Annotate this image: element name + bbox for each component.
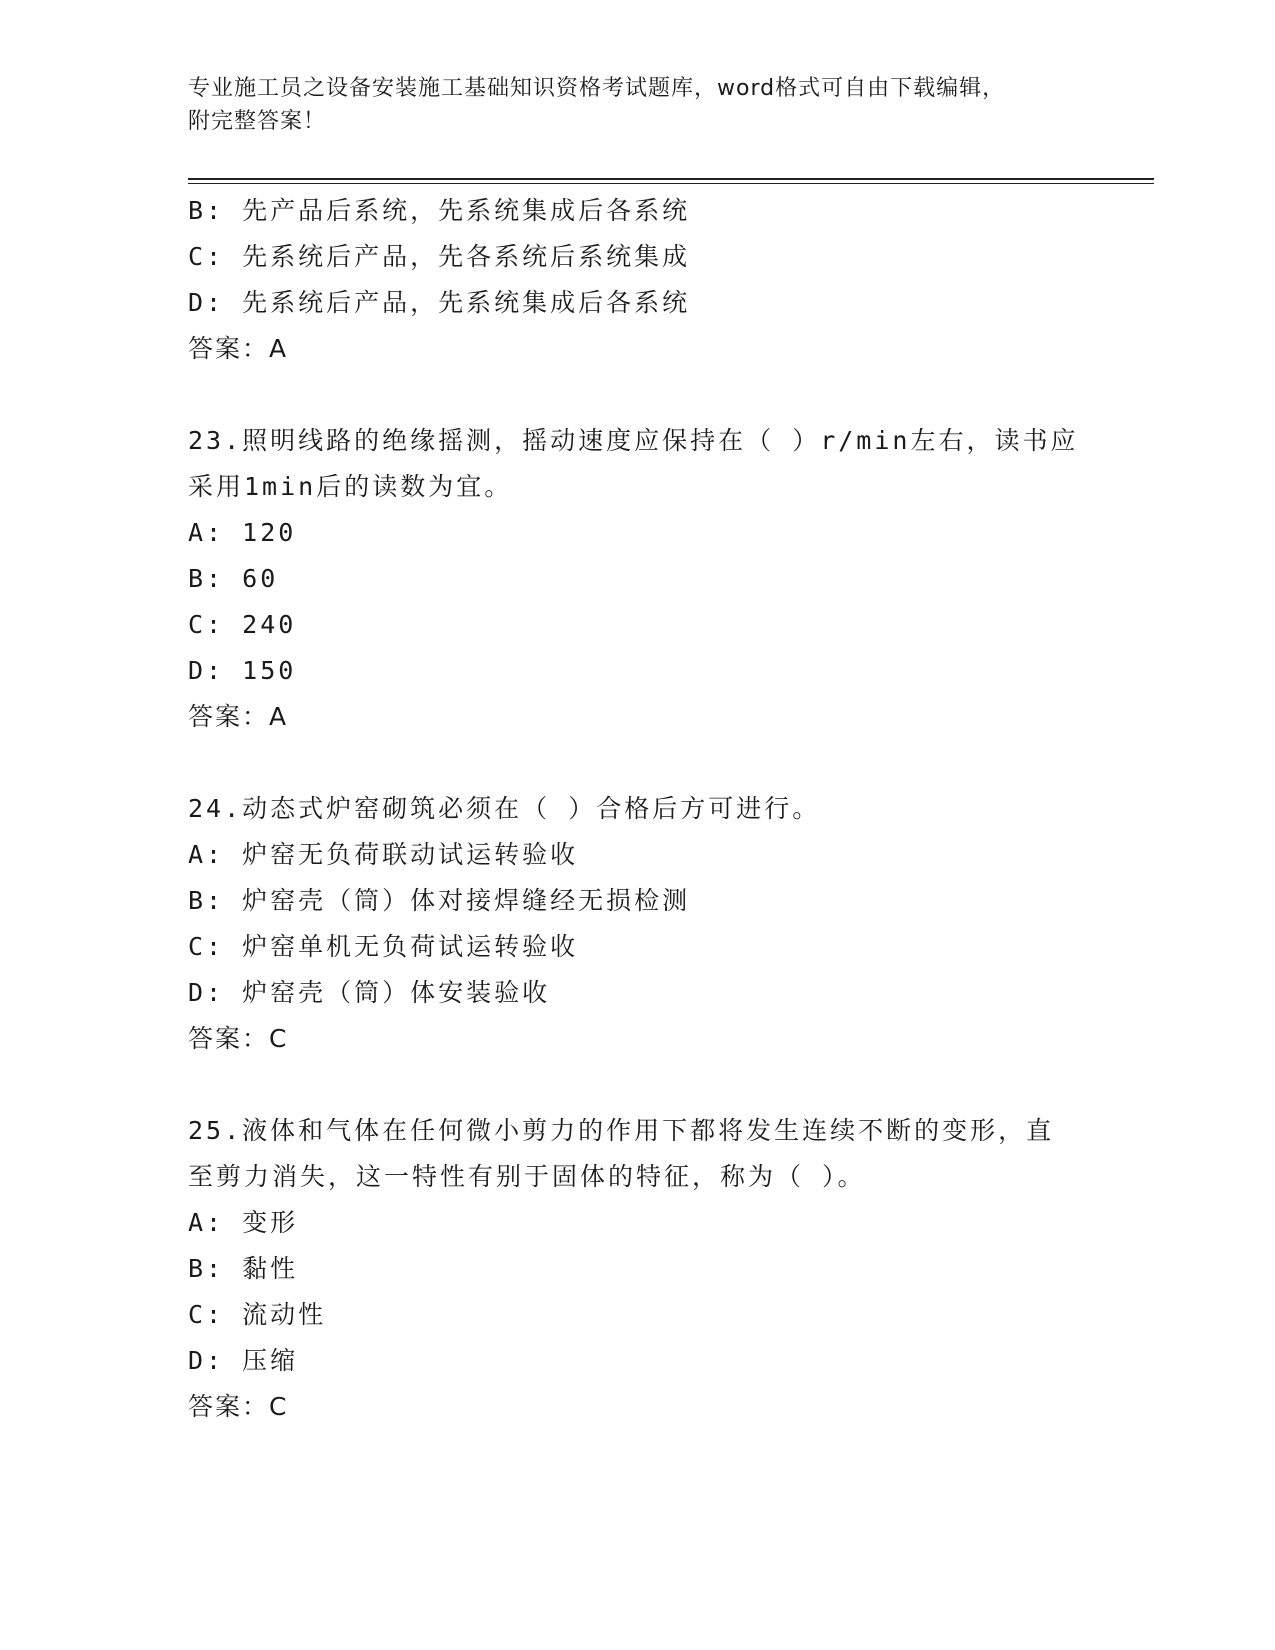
document-header xyxy=(188,72,1088,138)
question-list xyxy=(188,188,1154,1430)
option-c: C: 炉窑单机无负荷试运转验收 xyxy=(188,932,579,961)
header-line-2: 附完整答案！ xyxy=(188,109,327,134)
option-b: B: 炉窑壳（筒）体对接焊缝经无损检测 xyxy=(188,886,691,915)
option-c: C: 240 xyxy=(188,610,297,639)
option-c: C: 流动性 xyxy=(188,1300,327,1329)
header-line-1: 专业施工员之设备安装施工基础知识资格考试题库，word格式可自由下载编辑， xyxy=(188,76,1006,101)
answer-line: 答案：C xyxy=(188,1024,289,1053)
spacer xyxy=(188,740,1154,786)
option-d: D: 压缩 xyxy=(188,1346,299,1375)
question-stem-line-1: 25.液体和气体在任何微小剪力的作用下都将发生连续不断的变形，直 xyxy=(188,1116,1055,1145)
option-b: B: 60 xyxy=(188,564,279,593)
question-stem-line-1: 24.动态式炉窑砌筑必须在（ ）合格后方可进行。 xyxy=(188,794,821,823)
option-d: D: 150 xyxy=(188,656,297,685)
header-divider xyxy=(188,178,1154,184)
question-23 xyxy=(188,418,1154,740)
spacer xyxy=(188,372,1154,418)
option-d: D: 炉窑壳（筒）体安装验收 xyxy=(188,978,551,1007)
question-24 xyxy=(188,786,1154,1062)
question-stem-line-2: 采用1min后的读数为宜。 xyxy=(188,472,513,501)
option-d: D: 先系统后产品，先系统集成后各系统 xyxy=(188,288,691,317)
option-b: B: 先产品后系统，先系统集成后各系统 xyxy=(188,196,691,225)
question-25 xyxy=(188,1108,1154,1430)
question-22-continued xyxy=(188,188,1154,372)
option-a: A: 120 xyxy=(188,518,297,547)
answer-line: 答案：A xyxy=(188,334,289,363)
question-stem-line-2: 至剪力消失，这一特性有别于固体的特征，称为（ ）。 xyxy=(188,1162,866,1191)
answer-line: 答案：C xyxy=(188,1392,289,1421)
option-a: A: 变形 xyxy=(188,1208,299,1237)
option-c: C: 先系统后产品，先各系统后系统集成 xyxy=(188,242,691,271)
question-stem-line-1: 23.照明线路的绝缘摇测，摇动速度应保持在（ ）r/min左右，读书应 xyxy=(188,426,1079,455)
answer-line: 答案：A xyxy=(188,702,289,731)
option-b: B: 黏性 xyxy=(188,1254,299,1283)
option-a: A: 炉窑无负荷联动试运转验收 xyxy=(188,840,579,869)
spacer xyxy=(188,1062,1154,1108)
